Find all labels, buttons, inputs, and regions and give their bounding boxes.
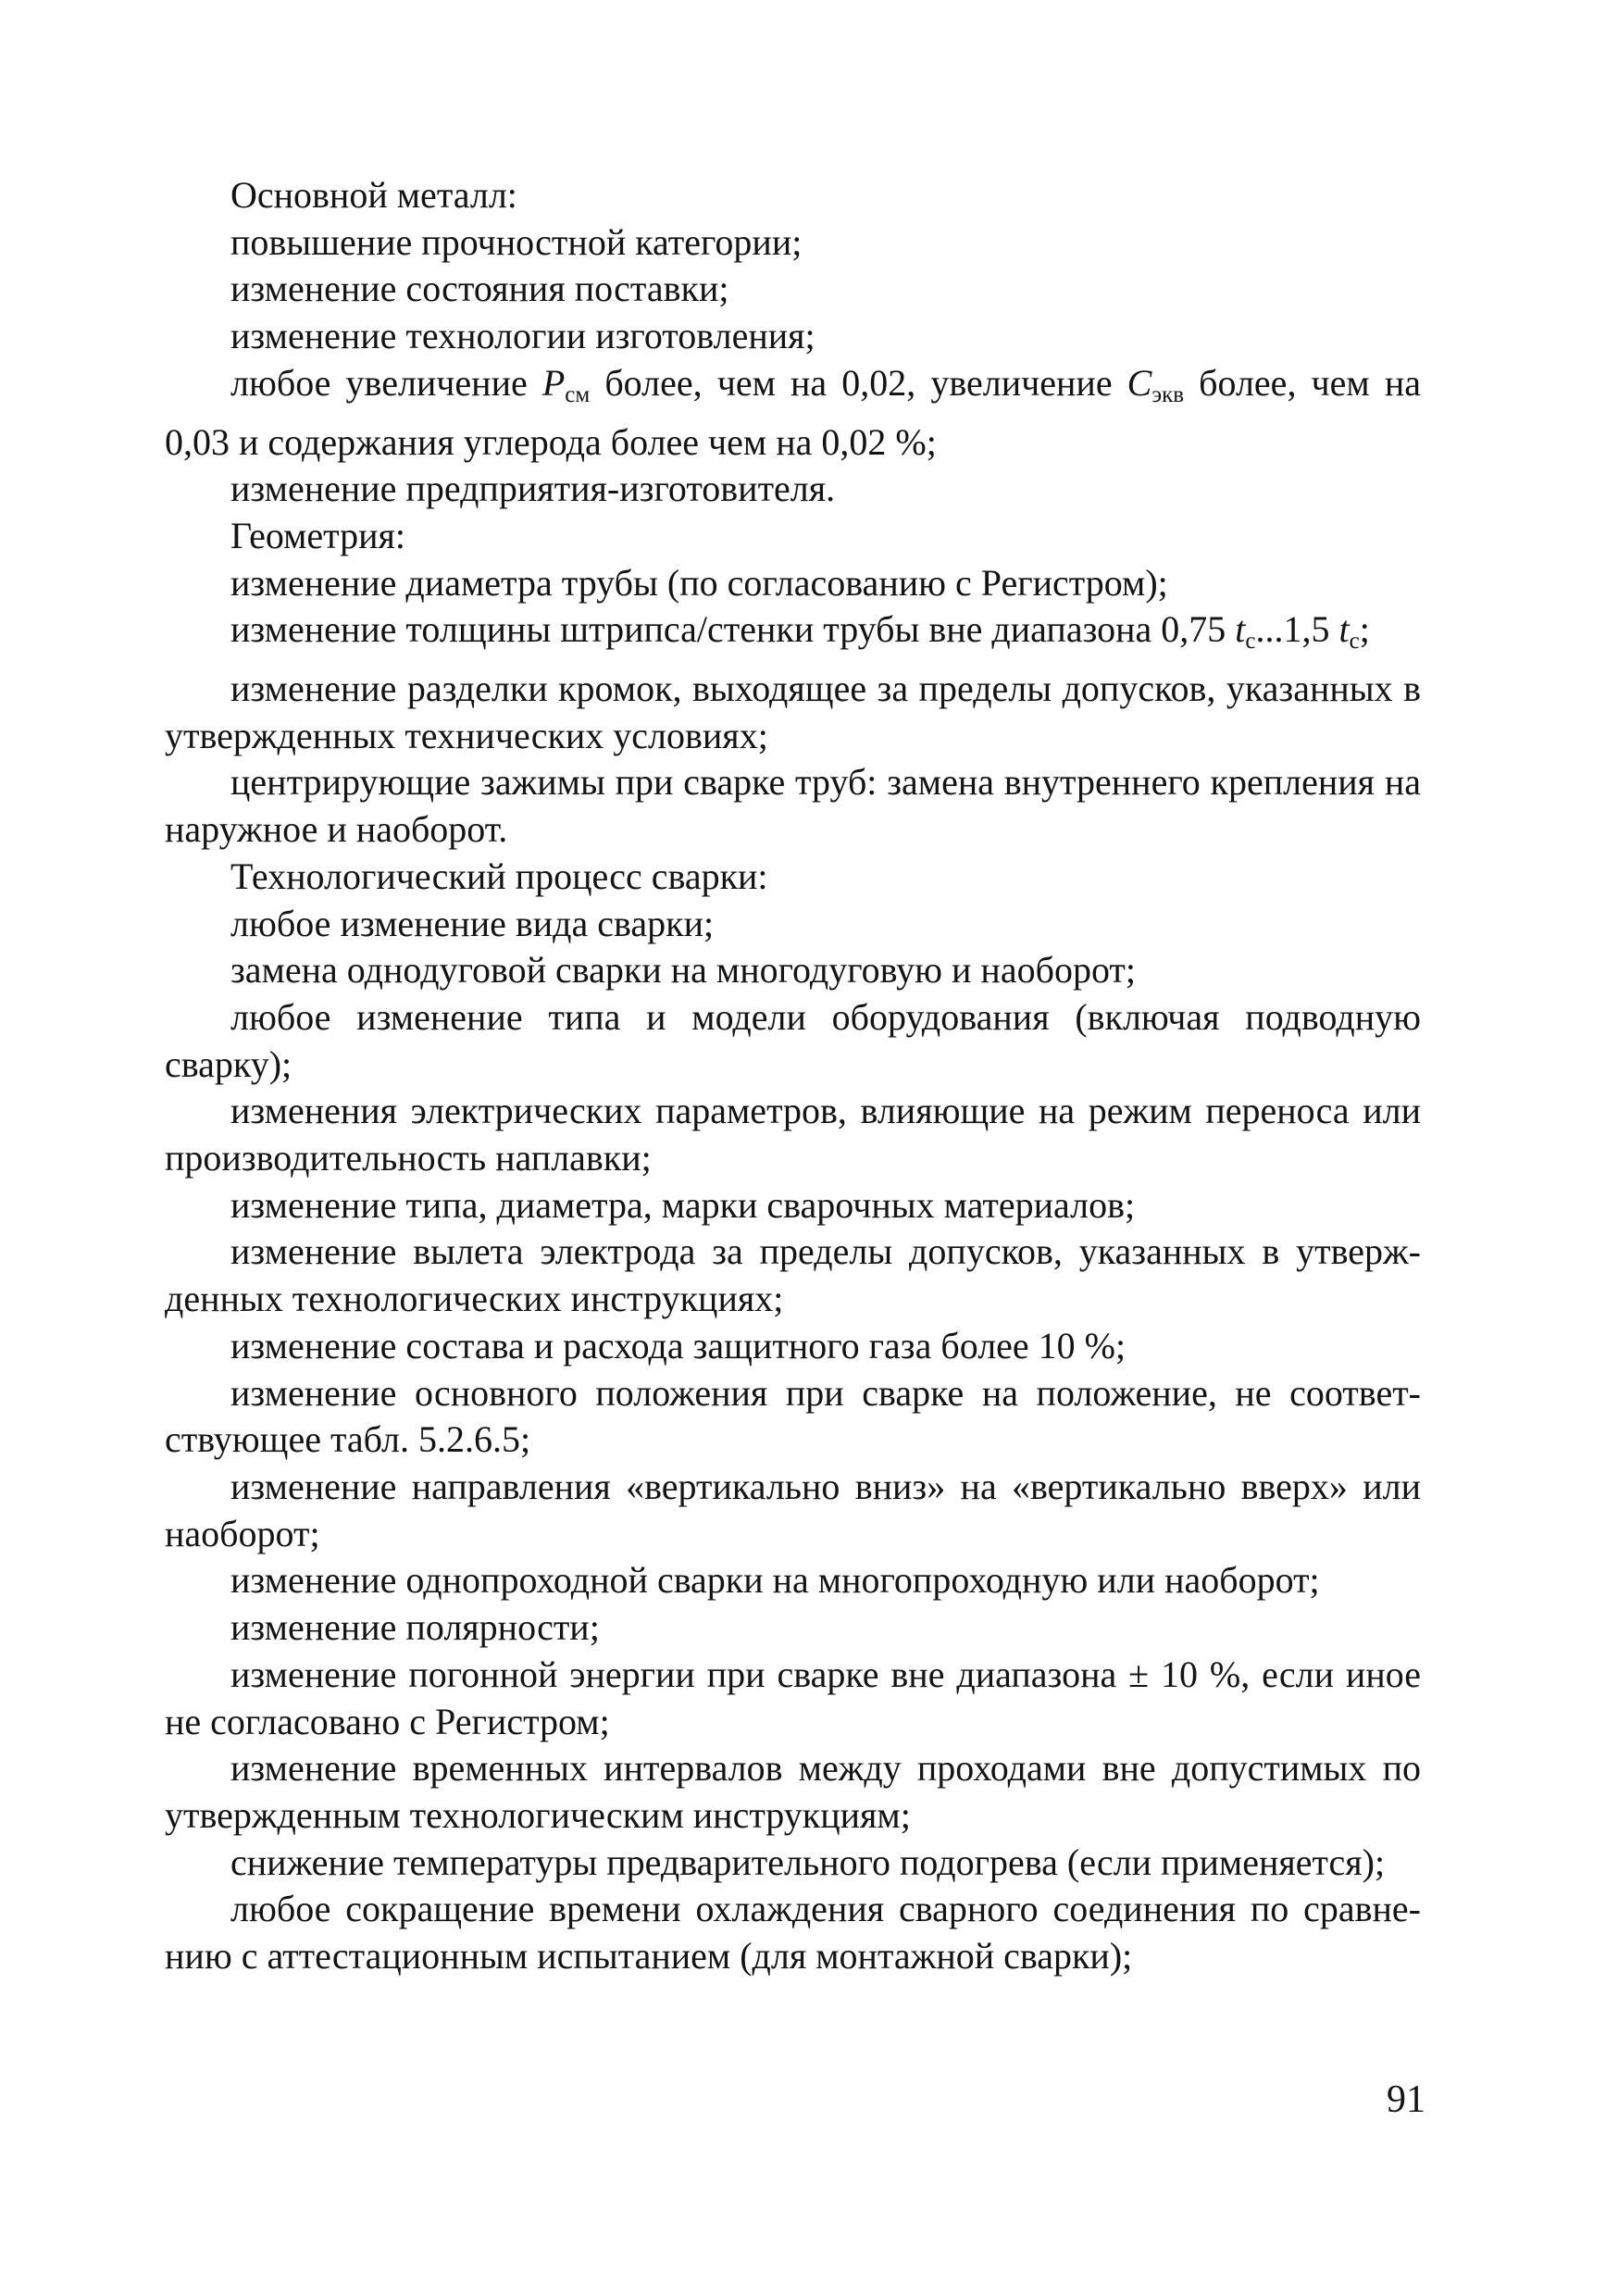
paragraph: изменение технологии изготовления; (230, 315, 815, 357)
math-subscript: экв (1151, 381, 1185, 407)
paragraph: изменение направления «вертикально вниз» на «вертикально вверх» или наоборот; (165, 1465, 1421, 1554)
paragraph: изменение предприятия-изготовителя. (230, 468, 836, 510)
math-variable: t (1235, 608, 1246, 651)
paragraph: изменение однопроходной сварки на многопроходную или наоборот; (230, 1559, 1320, 1602)
paragraph: Основной металл: (230, 174, 517, 216)
paragraph: любое изменение вида сварки; (230, 902, 715, 944)
text-run: ...1,5 (1255, 608, 1339, 651)
paragraph: изменение вылета электрода за пределы допусков, указанных в утверж-денных технологических инструкциях; (165, 1230, 1421, 1320)
text-run: изменение толщины штрипса/стенки трубы вне диапазона 0,75 (230, 608, 1236, 651)
paragraph: любое изменение типа и модели оборудования (включая подводную сварку); (165, 995, 1421, 1085)
paragraph: изменение разделки кромок, выходящее за пределы допусков, указанных в утвержденных технических условиях; (165, 668, 1421, 756)
paragraph: изменение типа, диаметра, марки сварочных материалов; (230, 1183, 1136, 1226)
paragraph (165, 360, 1421, 466)
paragraph: изменение состава и расхода защитного газа более 10 %; (230, 1324, 1126, 1366)
math-variable: t (1338, 608, 1350, 651)
math-variable: C (1126, 361, 1152, 404)
math-variable: P (541, 361, 566, 404)
paragraph (165, 606, 1421, 666)
text-run: любое увеличение (230, 361, 542, 404)
paragraph: изменение состояния поставки; (230, 268, 729, 310)
paragraph: снижение температуры предварительного подогрева (если применяется); (230, 1841, 1386, 1883)
page-number: 91 (1387, 2078, 1425, 2121)
paragraph: любое сокращение времени охлаждения сварного соединения по сравне-нию с аттестационным испытанием (для монтажной сварки); (165, 1888, 1421, 1978)
body-text (165, 172, 1421, 1980)
paragraph: изменение основного положения при сварке на положение, не соответ-ствующее табл. 5.2.6.5; (165, 1371, 1421, 1461)
paragraph: изменение погонной энергии при сварке вне диапазона ± 10 %, если иное не согласовано с Регистром; (165, 1653, 1421, 1742)
paragraph: замена однодуговой сварки на многодуговую и наоборот; (230, 949, 1137, 992)
math-subscript: c (1349, 629, 1360, 655)
paragraph: Геометрия: (230, 514, 406, 556)
paragraph: изменение полярности; (230, 1606, 600, 1649)
text-run: более, чем на 0,03 и содержания углерода более чем на 0,02 %; (165, 361, 1421, 463)
paragraph: изменение временных интервалов между проходами вне допустимых по утвержденным технологическим инструкциям; (165, 1747, 1421, 1836)
paragraph: изменение диаметра трубы (по согласованию с Регистром); (230, 561, 1168, 604)
paragraph: повышение прочностной категории; (230, 220, 803, 263)
paragraph: Технологический процесс сварки: (230, 855, 768, 897)
math-subscript: c (1245, 629, 1256, 655)
text-run: ; (1359, 608, 1370, 651)
math-subscript: см (565, 381, 591, 407)
text-run: более, чем на 0,02, увеличение (590, 361, 1127, 404)
paragraph: центрирующие зажимы при сварке труб: замена внутреннего крепления на наружное и наоборот. (165, 761, 1421, 851)
paragraph: изменения электрических параметров, влияющие на режим переноса или производительность наплавки; (165, 1090, 1421, 1179)
